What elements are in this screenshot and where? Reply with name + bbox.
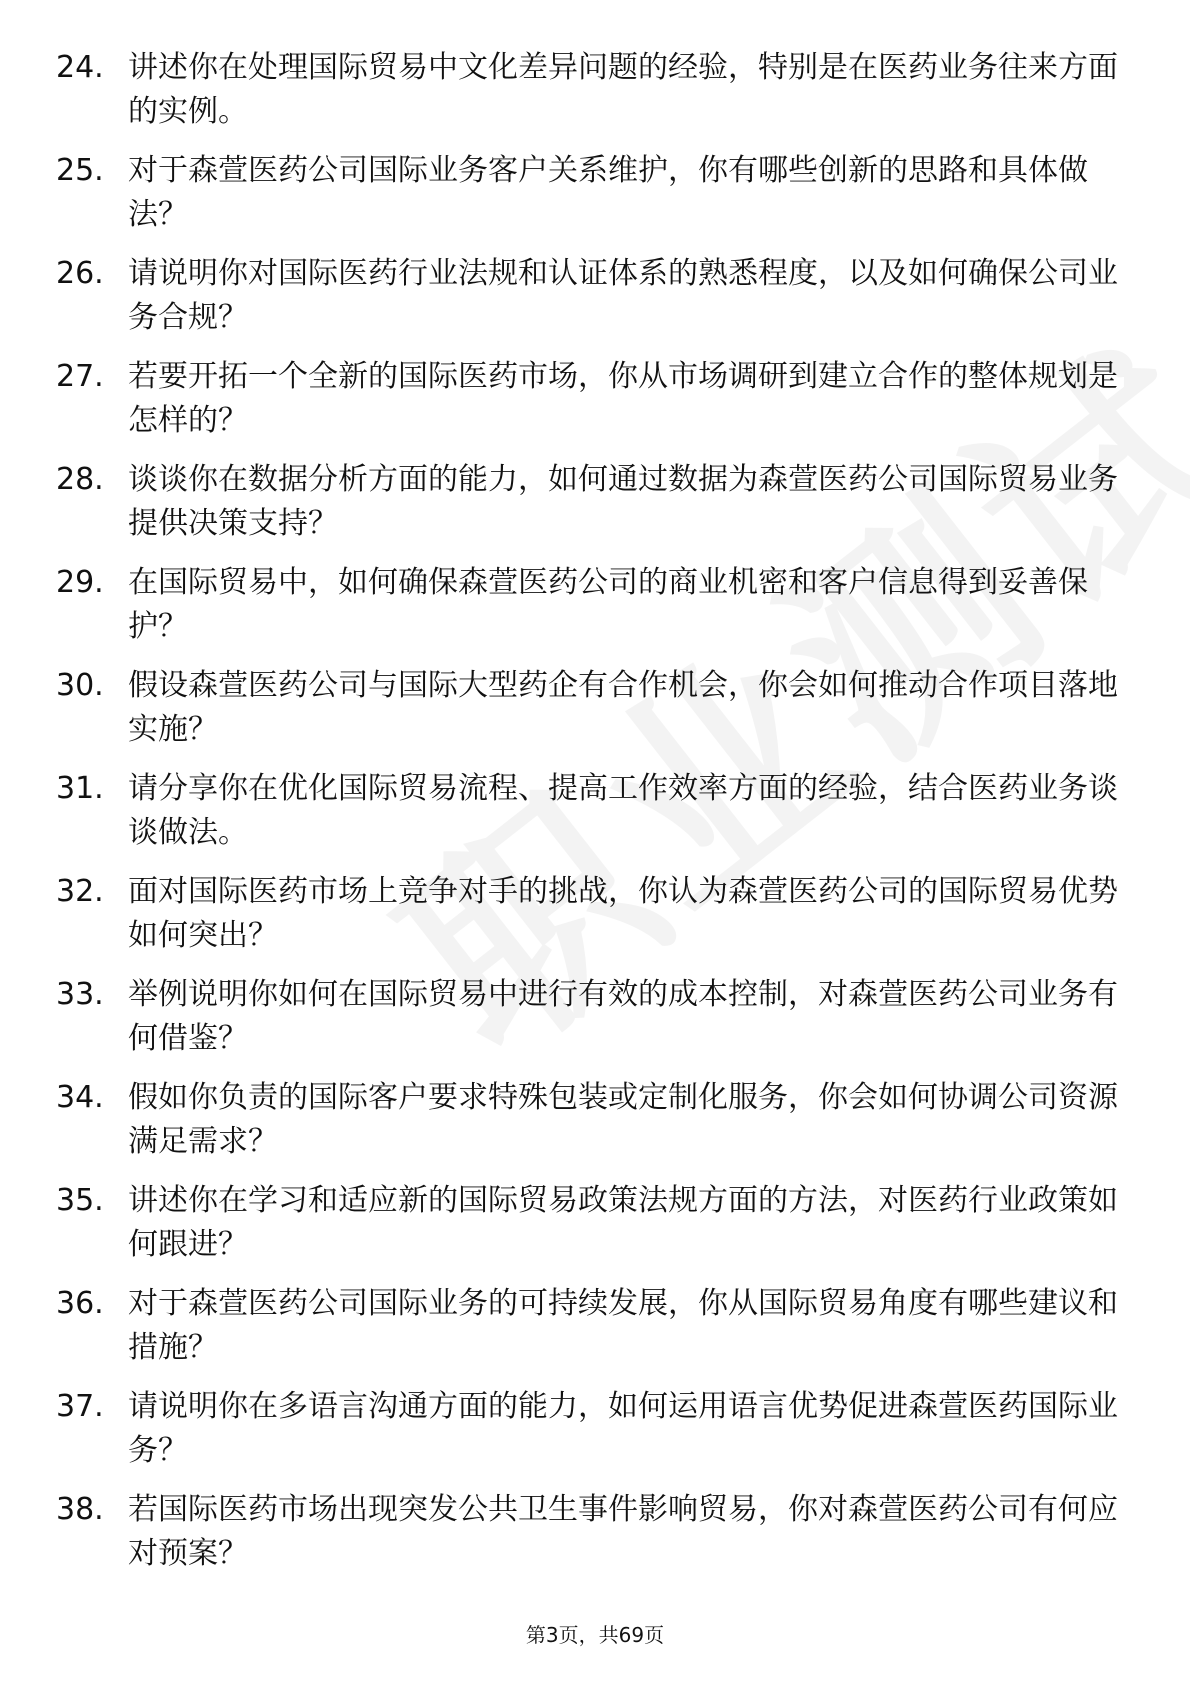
question-number: 24. (56, 50, 104, 85)
question-text: 请说明你对国际医药行业法规和认证体系的熟悉程度，以及如何确保公司业务合规？ (128, 256, 1118, 335)
question-item (56, 767, 1136, 870)
question-item (56, 149, 1136, 252)
question-number: 38. (56, 1492, 104, 1527)
question-text: 假如你负责的国际客户要求特殊包装或定制化服务，你会如何协调公司资源满足需求？ (128, 1080, 1118, 1159)
question-number: 33. (56, 977, 104, 1012)
question-text: 对于森萱医药公司国际业务客户关系维护，你有哪些创新的思路和具体做法？ (128, 153, 1088, 232)
question-number: 28. (56, 462, 104, 497)
question-text: 请说明你在多语言沟通方面的能力，如何运用语言优势促进森萱医药国际业务？ (128, 1389, 1118, 1468)
question-number: 35. (56, 1183, 104, 1218)
question-text: 面对国际医药市场上竞争对手的挑战，你认为森萱医药公司的国际贸易优势如何突出？ (128, 874, 1118, 953)
question-number: 37. (56, 1389, 104, 1424)
question-text: 若要开拓一个全新的国际医药市场，你从市场调研到建立合作的整体规划是怎样的？ (128, 359, 1118, 438)
question-number: 27. (56, 359, 104, 394)
question-item (56, 1282, 1136, 1385)
question-item (56, 973, 1136, 1076)
question-number: 26. (56, 256, 104, 291)
question-item (56, 46, 1136, 149)
question-text: 讲述你在处理国际贸易中文化差异问题的经验，特别是在医药业务往来方面的实例。 (128, 50, 1118, 129)
question-text: 讲述你在学习和适应新的国际贸易政策法规方面的方法，对医药行业政策如何跟进？ (128, 1183, 1118, 1262)
question-text: 在国际贸易中，如何确保森萱医药公司的商业机密和客户信息得到妥善保护？ (128, 565, 1088, 644)
question-item (56, 458, 1136, 561)
question-list (56, 46, 1136, 1591)
question-number: 34. (56, 1080, 104, 1115)
question-number: 32. (56, 874, 104, 909)
question-number: 36. (56, 1286, 104, 1321)
page-footer: 第3页，共69页 (525, 1623, 665, 1647)
question-text: 对于森萱医药公司国际业务的可持续发展，你从国际贸易角度有哪些建议和措施？ (128, 1286, 1118, 1365)
question-item (56, 1488, 1136, 1591)
question-item (56, 1076, 1136, 1179)
question-number: 29. (56, 565, 104, 600)
question-item (56, 870, 1136, 973)
question-item (56, 252, 1136, 355)
question-text: 若国际医药市场出现突发公共卫生事件影响贸易，你对森萱医药公司有何应对预案？ (128, 1492, 1118, 1571)
question-item (56, 664, 1136, 767)
question-text: 请分享你在优化国际贸易流程、提高工作效率方面的经验，结合医药业务谈谈做法。 (128, 771, 1118, 850)
question-number: 31. (56, 771, 104, 806)
question-item (56, 1179, 1136, 1282)
question-item (56, 1385, 1136, 1488)
question-text: 谈谈你在数据分析方面的能力，如何通过数据为森萱医药公司国际贸易业务提供决策支持？ (128, 462, 1118, 541)
question-number: 25. (56, 153, 104, 188)
question-number: 30. (56, 668, 104, 703)
question-item (56, 561, 1136, 664)
question-text: 举例说明你如何在国际贸易中进行有效的成本控制，对森萱医药公司业务有何借鉴？ (128, 977, 1118, 1056)
question-text: 假设森萱医药公司与国际大型药企有合作机会，你会如何推动合作项目落地实施？ (128, 668, 1118, 747)
question-item (56, 355, 1136, 458)
